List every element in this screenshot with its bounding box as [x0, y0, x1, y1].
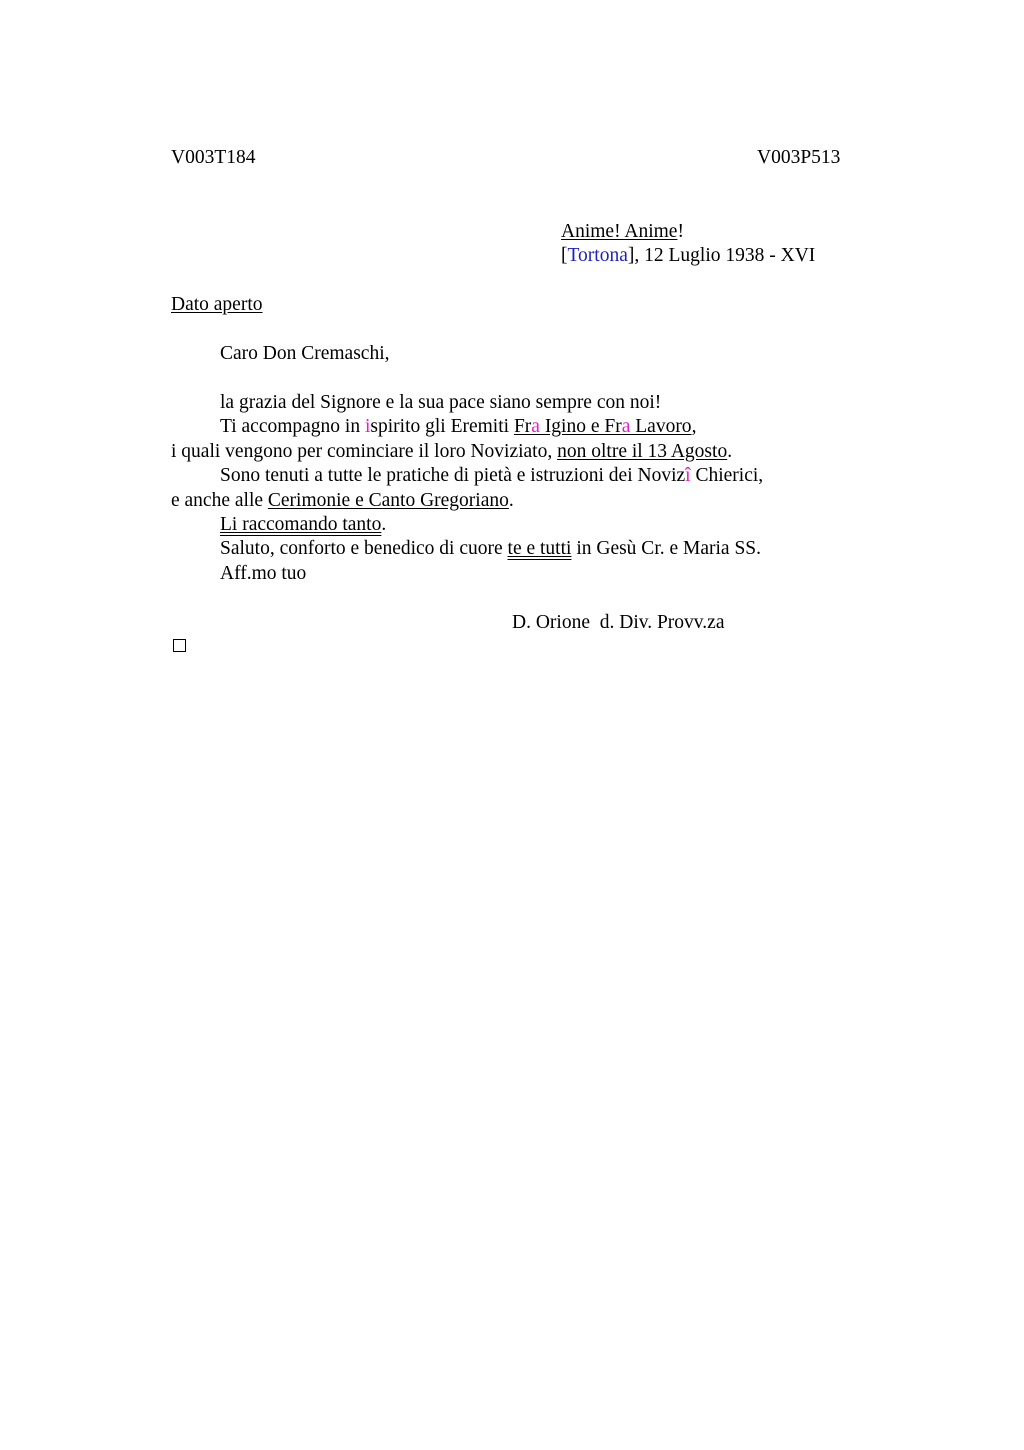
motto-text: Anime! Anime	[561, 221, 678, 242]
body-line-2	[220, 415, 696, 439]
signature: D. Orione d. Div. Provv.za	[512, 612, 725, 633]
editorial-mark: î	[685, 465, 691, 486]
editorial-mark: a	[621, 416, 631, 437]
dateline-bracket: [	[561, 245, 568, 266]
body-line-3	[171, 440, 732, 464]
text: in Gesù Cr. e Maria SS.	[571, 538, 762, 559]
text: Fr	[513, 416, 532, 437]
editorial-mark: i	[364, 416, 371, 437]
header-left-code: V003T184	[171, 147, 256, 168]
text: spirito gli Eremiti	[370, 416, 514, 437]
text: Lavoro	[630, 416, 692, 437]
motto	[561, 220, 684, 244]
body-line-7	[220, 537, 761, 561]
double-underlined-phrase: Li raccomando tanto	[220, 514, 382, 535]
empty-checkbox-icon	[173, 639, 186, 652]
editorial-mark: a	[531, 416, 540, 437]
text: Saluto, conforto e benedico di cuore	[220, 538, 508, 559]
text: Chierici,	[690, 465, 764, 486]
motto-tail: !	[677, 221, 684, 242]
salutation: Caro Don Cremaschi,	[220, 343, 390, 364]
text: ,	[691, 416, 697, 437]
text: e anche alle	[171, 490, 268, 511]
body-line-5	[171, 489, 514, 513]
text: Sono tenuti a tutte le pratiche di pietà e istruzioni dei Noviz	[220, 465, 686, 486]
underlined-phrase: Cerimonie e Canto Gregoriano	[267, 490, 509, 511]
body-line-1: la grazia del Signore e la sua pace siano sempre con noi!	[220, 392, 662, 413]
text: .	[508, 490, 514, 511]
underlined-date: non oltre il 13 Agosto	[557, 441, 728, 462]
closing: Aff.mo tuo	[220, 563, 307, 584]
body-line-4	[220, 464, 763, 488]
note-dato-aperto: Dato aperto	[171, 294, 263, 315]
text: .	[381, 514, 387, 535]
body-line-6	[220, 513, 386, 537]
dateline-rest: ], 12 Luglio 1938 - XVI	[627, 245, 816, 266]
dateline-place: Tortona	[567, 245, 628, 266]
dateline	[561, 244, 815, 268]
header-right-code: V003P513	[757, 147, 841, 168]
text: .	[727, 441, 733, 462]
underlined-names	[514, 416, 692, 437]
text: Igino e Fr	[539, 416, 622, 437]
text: i quali vengono per cominciare il loro Noviziato,	[171, 441, 558, 462]
text: Ti accompagno in	[220, 416, 365, 437]
double-underlined-phrase: te e tutti	[507, 538, 572, 559]
